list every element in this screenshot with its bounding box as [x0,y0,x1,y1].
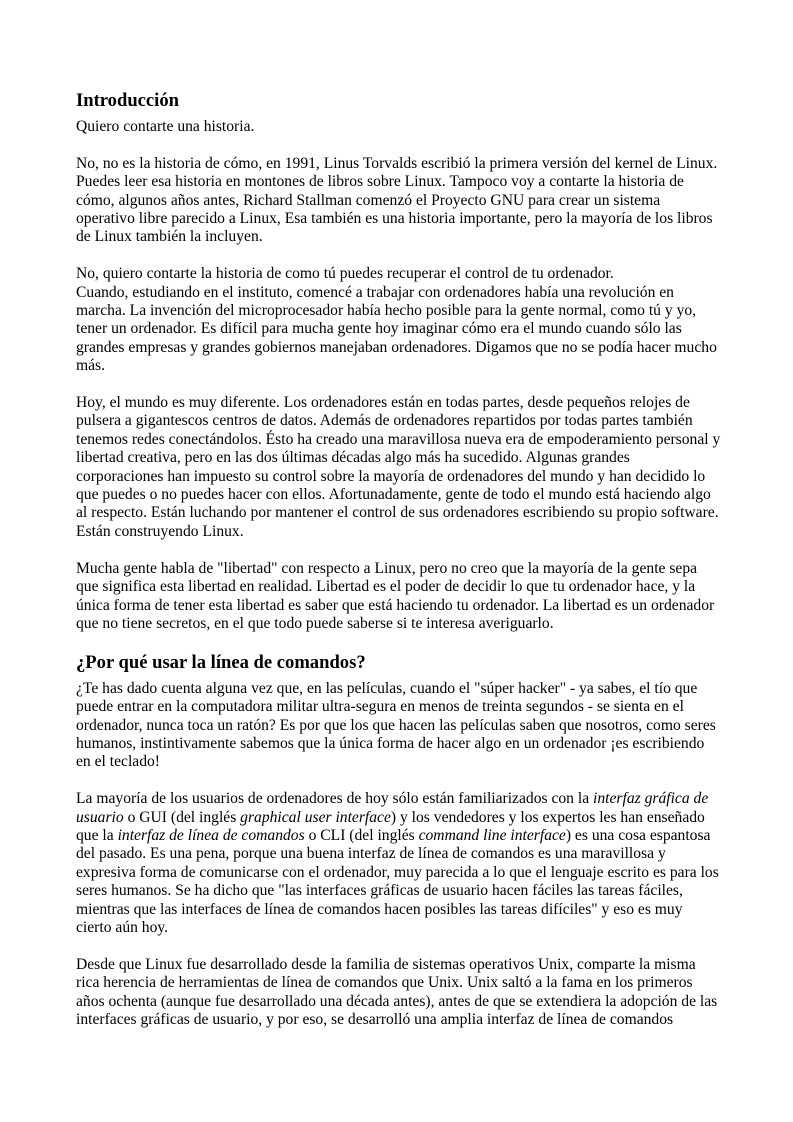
paragraph: No, no es la historia de cómo, en 1991, Linus Torvalds escribió la primera versión del kernel de Linux. Puedes leer esa historia en montones de libros sobre Linux. Tampoco voy a contarte la historia de cómo, algunos años antes, Richard Stallman comenzó el Proyecto GNU para crear un sistema operativo libre parecido a Linux, Esa también es una historia importante, pero la mayoría de los libros de Linux también la incluyen. [76,154,718,246]
text-run: o GUI (del inglés [123,808,241,826]
section-heading-introduccion: Introducción [76,90,179,111]
section-heading-linea-de-comandos: ¿Por qué usar la línea de comandos? [76,651,366,673]
paragraph-line: No, quiero contarte la historia de como tú puedes recuperar el control de tu ordenador. [76,265,614,283]
paragraph: Desde que Linux fue desarrollado desde la familia de sistemas operativos Unix, comparte la misma rica herencia de herramientas de línea de comandos que Unix. Unix saltó a la fama en los primeros años ochenta (aunque fue desarrollado una década antes), antes de que se extendiera la adopción de las interfaces gráficas de usuario, y por eso, se desarrolló una amplia interfaz de línea de comandos [76,955,718,1028]
paragraph-line: Cuando, estudiando en el instituto, comencé a trabajar con ordenadores había una revolución en marcha. La invención del microprocesador había hecho posible para la gente normal, como tú y yo, tener un ordenador. Es difícil para mucha gente hoy imaginar cómo era el mundo cuando sólo las grandes empresas y grandes gobiernos manejaban ordenadores. Digamos que no se podía hacer mucho más. [76,283,717,375]
text-run: o CLI (del inglés [304,826,419,844]
italic-term: interfaz de línea de comandos [117,826,305,844]
paragraph: Mucha gente habla de "libertad" con respecto a Linux, pero no creo que la mayoría de la gente sepa que significa esta libertad en realidad. Libertad es el poder de decidir lo que tu ordenador hace, y la única forma de tener esta libertad es saber que está haciendo tu ordenador. La libertad es un ordenador que no tiene secretos, en el que todo puede saberse si te interesa averiguarlo. [76,559,715,632]
paragraph: ¿Te has dado cuenta alguna vez que, en las películas, cuando el "súper hacker" - ya sabes, el tío que puede entrar en la computadora militar ultra-segura en menos de treinta segundos - se sienta en el ordenador, nunca toca un ratón? Es por que los que hacen las películas saben que nosotros, como seres humanos, instintivamente sabemos que la única forma de hacer algo en un ordenador ¡es escribiendo en el teclado! [76,679,716,771]
document-page [76,90,721,1029]
paragraph [76,265,721,375]
text-run: ) y los vendedores y los expertos les han enseñado que la [76,808,705,844]
italic-term: graphical user interface [240,808,391,826]
italic-term: interfaz gráfica de usuario [76,790,709,826]
paragraph-gui-cli [76,790,721,937]
text-run: ) es una cosa espantosa del pasado. Es una pena, porque una buena interfaz de línea de comandos es una maravillosa y expresiva forma de comunicarse con el ordenador, muy parecida a lo que el lenguaje escrito es para los seres humanos. Se ha dicho que "las interfaces gráficas de usuario hacen fáciles las tareas fáciles, mientras que las interfaces de línea de comandos hacen posibles las tareas difíciles" y eso es muy cierto aún hoy. [76,826,719,936]
text-run: La mayoría de los usuarios de ordenadores de hoy sólo están familiarizados con la [76,790,594,808]
paragraph: Hoy, el mundo es muy diferente. Los ordenadores están en todas partes, desde pequeños relojes de pulsera a gigantescos centros de datos. Además de ordenadores repartidos por todas partes también tenemos redes conectándolos. Ésto ha creado una maravillosa nueva era de empoderamiento personal y libertad creativa, pero en las dos últimas décadas algo más ha sucedido. Algunas grandes corporaciones han impuesto su control sobre la mayoría de ordenadores del mundo y han decidido lo que puedes o no puedes hacer con ellos. Afortunadamente, gente de todo el mundo está haciendo algo al respecto. Están luchando por mantener el control de sus ordenadores escribiendo su propio software. Están construyendo Linux. [76,394,721,540]
paragraph: Quiero contarte una historia. [76,118,255,135]
italic-term: command line interface [418,826,566,844]
